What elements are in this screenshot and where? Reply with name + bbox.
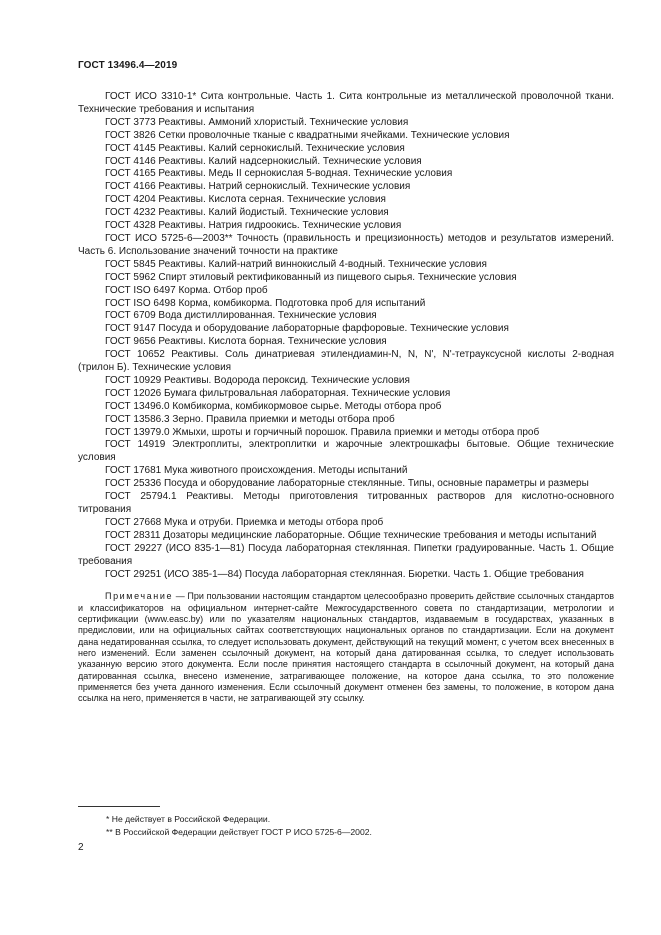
note-text: — При пользовании настоящим стандартом целесообразно проверить действие ссылочных стандартов и классификаторов на официальном интернет-сайте Межгосударственного совета по стандартизации, метрологии и сертификации (www.easc.by) или по указателям национальных стандартов, издаваемым в государствах, указанных в предисловии, или на официальных сайтах соответствующих национальных органов по стандартизации. Если на документ дана недатированная ссылка, то следует использовать документ, действующий на текущий момент, с учетом всех внесенных в него изменений. Если заменен ссылочный документ, на который дана датированная ссылка, то следует использовать указанную версию этого документа. Если после принятия настоящего стандарта в ссылочный документ, на который дана датированная ссылка, внесено изменение, затрагивающее положение, на которое дана ссылка, то это положение применяется без учета данного изменения. Если ссылочный документ отменен без замены, то положение, в котором дана ссылка на него, применяется в части, не затрагивающей эту ссылку. xyxy=(78,591,614,704)
note-paragraph xyxy=(78,591,614,704)
note-lead: Примечание xyxy=(105,591,174,602)
reference-item: ГОСТ 5845 Реактивы. Калий-натрий виннокислый 4-водный. Технические условия xyxy=(105,258,487,270)
reference-item: ГОСТ ISO 6498 Корма, комбикорма. Подготовка проб для испытаний xyxy=(105,297,426,309)
footnotes xyxy=(106,813,372,838)
reference-item: ГОСТ 9656 Реактивы. Кислота борная. Технические условия xyxy=(105,336,387,348)
footnote-divider xyxy=(78,806,160,807)
reference-item: ГОСТ ISO 6497 Корма. Отбор проб xyxy=(105,284,268,296)
reference-item: ГОСТ 29251 (ИСО 385-1—84) Посуда лабораторная стеклянная. Бюретки. Часть 1. Общие требования xyxy=(105,568,584,580)
reference-item: ГОСТ 28311 Дозаторы медицинские лабораторные. Общие технические требования и методы испытаний xyxy=(105,529,597,541)
reference-item: ГОСТ 29227 (ИСО 835-1—81) Посуда лабораторная стеклянная. Пипетки градуированные. Часть 1. Общие требования xyxy=(78,542,614,567)
reference-item: ГОСТ 17681 Мука животного происхождения. Методы испытаний xyxy=(105,465,408,477)
reference-item: ГОСТ 13586.3 Зерно. Правила приемки и методы отбора проб xyxy=(105,413,395,425)
reference-item: ГОСТ 6709 Вода дистиллированная. Технические условия xyxy=(105,310,377,322)
reference-item: ГОСТ 4145 Реактивы. Калий сернокислый. Технические условия xyxy=(105,142,405,154)
reference-item: ГОСТ 9147 Посуда и оборудование лабораторные фарфоровые. Технические условия xyxy=(105,323,509,335)
page-number: 2 xyxy=(78,842,84,853)
reference-item: ГОСТ 14919 Электроплиты, электроплитки и жарочные электрошкафы бытовые. Общие технические условия xyxy=(78,439,614,464)
footnote-item: * Не действует в Российской Федерации. xyxy=(106,814,271,824)
reference-item: ГОСТ 4328 Реактивы. Натрия гидроокись. Технические условия xyxy=(105,220,402,232)
reference-item: ГОСТ 3826 Сетки проволочные тканые с квадратными ячейками. Технические условия xyxy=(105,129,510,141)
reference-item: ГОСТ 4146 Реактивы. Калий надсернокислый. Технические условия xyxy=(105,155,422,167)
reference-item: ГОСТ ИСО 3310-1* Сита контрольные. Часть 1. Сита контрольные из металлической проволочной ткани. Технические требования и испытания xyxy=(78,91,614,115)
reference-item: ГОСТ 27668 Мука и отруби. Приемка и методы отбора проб xyxy=(105,516,384,528)
reference-item: ГОСТ 10652 Реактивы. Соль динатриевая этилендиамин-N, N, N', N'-тетрауксусной кислоты 2-водная (трилон Б). Технические условия xyxy=(78,349,614,374)
reference-item: ГОСТ ИСО 5725-6—2003** Точность (правильность и прецизионность) методов и результатов измерений. Часть 6. Использование значений точности на практике xyxy=(78,232,614,257)
standard-header: ГОСТ 13496.4—2019 xyxy=(78,60,178,71)
reference-item: ГОСТ 13496.0 Комбикорма, комбикормовое сырье. Методы отбора проб xyxy=(105,400,442,412)
footnote-item: ** В Российской Федерации действует ГОСТ Р ИСО 5725-6—2002. xyxy=(106,826,372,837)
reference-item: ГОСТ 4232 Реактивы. Калий йодистый. Технические условия xyxy=(105,207,389,219)
reference-item: ГОСТ 4166 Реактивы. Натрий сернокислый. Технические условия xyxy=(105,181,411,193)
reference-item: ГОСТ 5962 Спирт этиловый ректификованный из пищевого сырья. Технические условия xyxy=(105,271,517,283)
reference-item: ГОСТ 25336 Посуда и оборудование лабораторные стеклянные. Типы, основные параметры и размеры xyxy=(105,478,589,490)
reference-item: ГОСТ 25794.1 Реактивы. Методы приготовления титрованных растворов для кислотно-основного титрования xyxy=(78,491,614,515)
reference-item: ГОСТ 4204 Реактивы. Кислота серная. Технические условия xyxy=(105,194,386,206)
reference-item: ГОСТ 4165 Реактивы. Медь II сернокислая 5-водная. Технические условия xyxy=(105,168,453,180)
reference-item: ГОСТ 10929 Реактивы. Водорода пероксид. Технические условия xyxy=(105,374,410,386)
reference-item: ГОСТ 13979.0 Жмыхи, шроты и горчичный порошок. Правила приемки и методы отбора проб xyxy=(105,426,540,438)
normative-references xyxy=(78,91,614,704)
reference-item: ГОСТ 3773 Реактивы. Аммоний хлористый. Технические условия xyxy=(105,116,409,128)
reference-item: ГОСТ 12026 Бумага фильтровальная лабораторная. Технические условия xyxy=(105,387,451,399)
